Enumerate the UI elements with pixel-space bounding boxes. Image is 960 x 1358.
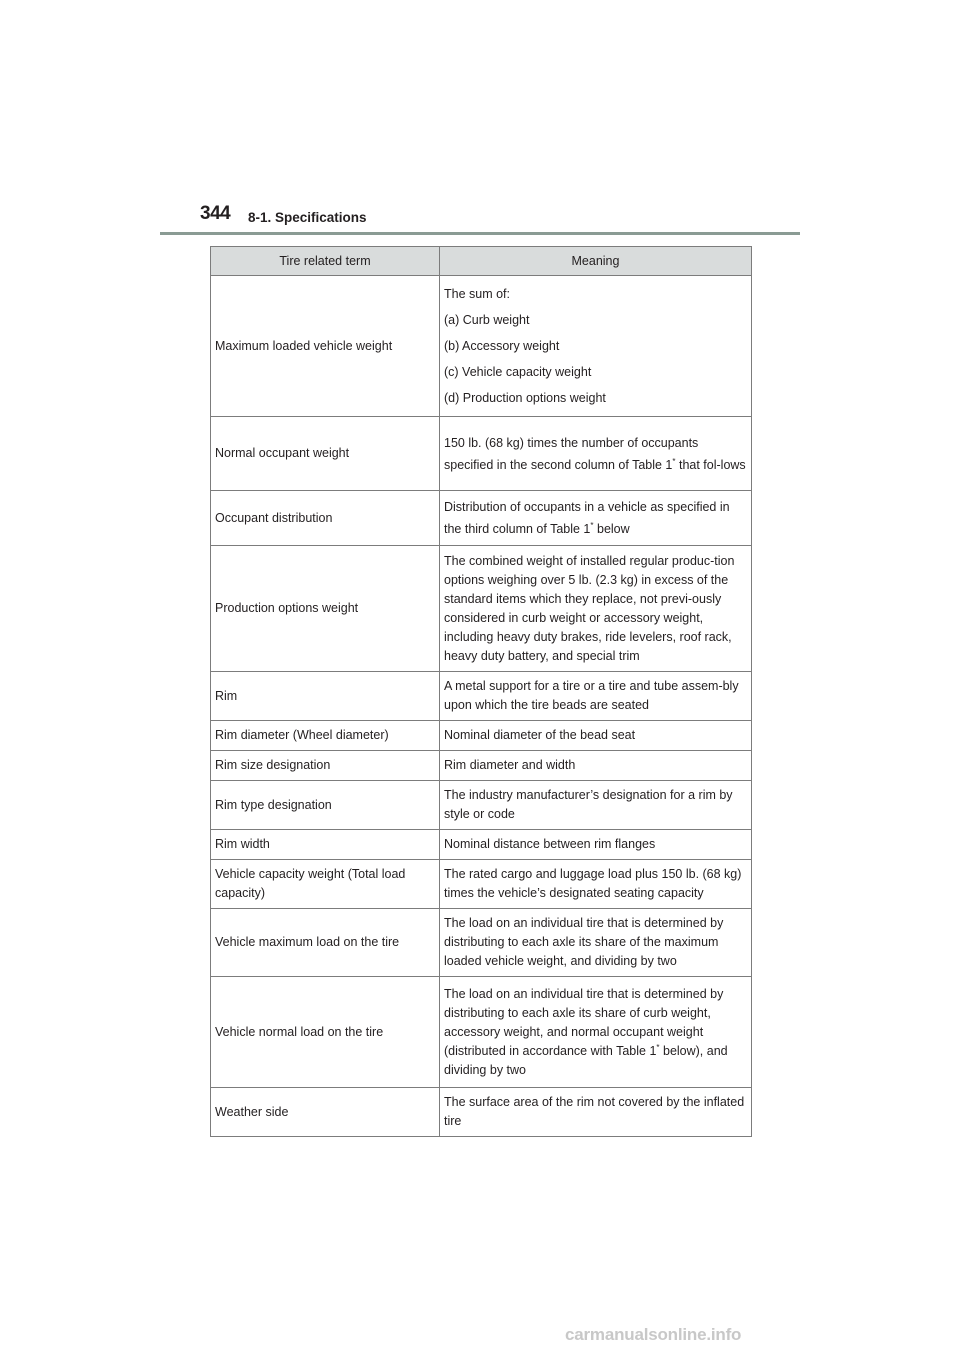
term-cell: Weather side	[211, 1088, 440, 1137]
table-row	[211, 491, 752, 546]
table-row	[211, 546, 752, 672]
meaning-cell	[440, 491, 752, 546]
term-cell: Production options weight	[211, 546, 440, 672]
table-row	[211, 781, 752, 830]
page-number: 344	[200, 203, 231, 224]
site-watermark: carmanualsonline.info	[565, 1325, 742, 1344]
meaning-cell: Nominal distance between rim flanges	[440, 830, 752, 860]
meaning-text: Distribution of occupants in a vehicle as specified in the third column of Table 1	[444, 500, 730, 536]
meaning-cell	[440, 417, 752, 491]
section-title: 8-1. Specifications	[248, 210, 367, 225]
meaning-cell	[440, 977, 752, 1088]
term-cell: Maximum loaded vehicle weight	[211, 276, 440, 417]
meaning-line: (a) Curb weight	[444, 313, 530, 327]
meaning-text: 150 lb. (68 kg) times the number of occupants specified in the second column of Table 1	[444, 435, 699, 472]
meaning-line: (b) Accessory weight	[444, 339, 560, 353]
table-row	[211, 751, 752, 781]
meaning-cell: The surface area of the rim not covered by the inflated tire	[440, 1088, 752, 1137]
table-row	[211, 672, 752, 721]
table-row	[211, 830, 752, 860]
meaning-text: that fol-lows	[675, 457, 746, 472]
term-cell: Vehicle maximum load on the tire	[211, 909, 440, 977]
meaning-cell: The load on an individual tire that is determined by distributing to each axle its share of the maximum loaded vehicle weight, and dividing by two	[440, 909, 752, 977]
meaning-text: The load on an individual tire that is determined by distributing to each axle its share of curb weight, accessory weight, and normal occupant weight (distributed in accordance with Table 1	[444, 986, 724, 1058]
term-cell: Normal occupant weight	[211, 417, 440, 491]
table-row	[211, 417, 752, 491]
meaning-cell	[440, 276, 752, 417]
meaning-line: (d) Production options weight	[444, 391, 606, 405]
footnote-marker: *	[590, 521, 594, 530]
meaning-line: (c) Vehicle capacity weight	[444, 365, 592, 379]
column-header-meaning: Meaning	[440, 247, 752, 276]
meaning-cell: Rim diameter and width	[440, 751, 752, 781]
meaning-cell: A metal support for a tire or a tire and tube assem-bly upon which the tire beads are seated	[440, 672, 752, 721]
term-cell: Rim	[211, 672, 440, 721]
table-row	[211, 860, 752, 909]
footnote-marker: *	[656, 1042, 660, 1052]
table-header-row	[211, 247, 752, 276]
term-cell: Vehicle normal load on the tire	[211, 977, 440, 1088]
header-divider	[160, 232, 800, 235]
table-row	[211, 721, 752, 751]
table-row	[211, 909, 752, 977]
term-cell: Rim width	[211, 830, 440, 860]
meaning-line: The sum of:	[444, 287, 510, 301]
column-header-term: Tire related term	[211, 247, 440, 276]
table-row	[211, 977, 752, 1088]
term-cell: Vehicle capacity weight (Total load capacity)	[211, 860, 440, 909]
meaning-cell: The rated cargo and luggage load plus 150 lb. (68 kg) times the vehicle’s designated seating capacity	[440, 860, 752, 909]
meaning-cell: Nominal diameter of the bead seat	[440, 721, 752, 751]
footnote-marker: *	[672, 456, 676, 466]
table-row	[211, 276, 752, 417]
meaning-text: below	[593, 522, 630, 536]
term-cell: Rim size designation	[211, 751, 440, 781]
meaning-cell: The industry manufacturer’s designation for a rim by style or code	[440, 781, 752, 830]
tire-terms-table	[210, 246, 752, 1137]
term-cell: Occupant distribution	[211, 491, 440, 546]
meaning-text: below), and dividing by two	[444, 1043, 728, 1077]
table-row	[211, 1088, 752, 1137]
term-cell: Rim type designation	[211, 781, 440, 830]
term-cell: Rim diameter (Wheel diameter)	[211, 721, 440, 751]
meaning-cell: The combined weight of installed regular produc-tion options weighing over 5 lb. (2.3 kg) in excess of the standard items which they replace, not previ-ously considered in curb weight or accessory weight, including heavy duty brakes, ride levelers, roof rack, heavy duty battery, and special trim	[440, 546, 752, 672]
